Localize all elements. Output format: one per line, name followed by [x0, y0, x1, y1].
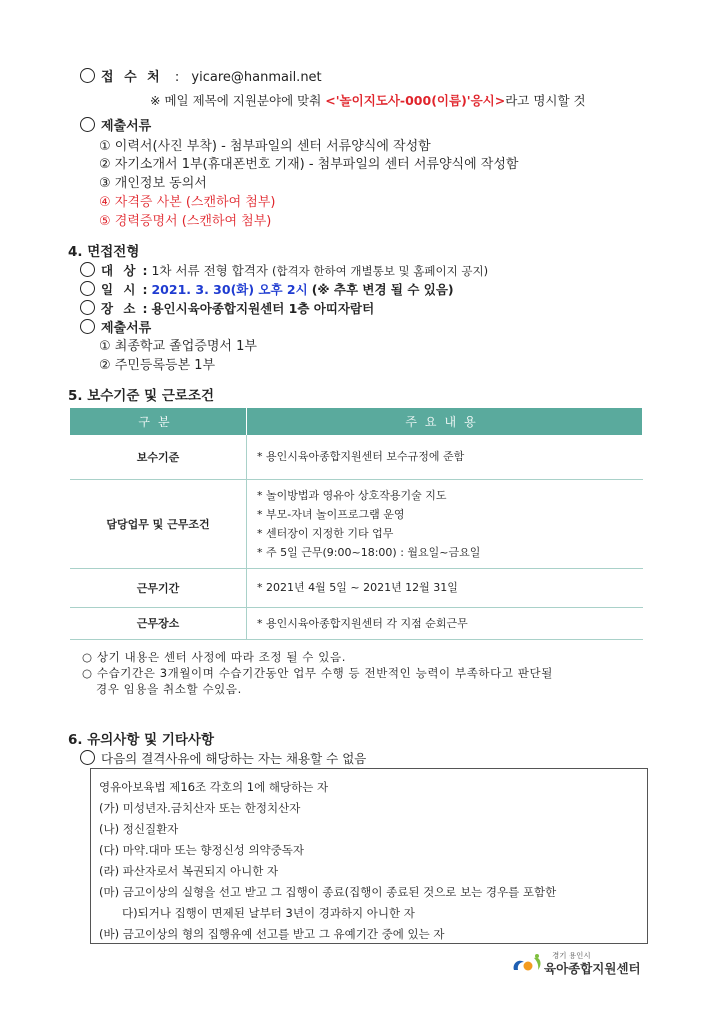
interview-target-note: (합격자 한하여 개별통보 및 홈페이지 공지)	[271, 264, 489, 278]
interview-place-row: 장 소 : 용인시육아종합지원센터 1층 아띠자람터	[80, 299, 374, 317]
list-item: (가) 미성년자.금치산자 또는 한정치산자	[99, 801, 301, 815]
pay-col-1: 구분	[70, 408, 247, 435]
list-item: 다)되거나 집행이 면제된 날부터 3년이 경과하지 아니한 자	[122, 906, 415, 920]
logo-small-text: 경기 용인시	[552, 951, 591, 960]
table-row	[70, 607, 643, 639]
interview-heading: 4. 면접전형	[68, 244, 140, 260]
interview-date-label: 일 시	[101, 282, 139, 297]
docs-item: ③ 개인정보 동의서	[99, 176, 207, 191]
interview-target-value: 1차 서류 전형 합격자	[151, 263, 268, 278]
list-item: (라) 파산자로서 복권되지 아니한 자	[99, 864, 279, 878]
apply-note-pre: ※ 메일 제목에 지원분야에 맞춰	[150, 93, 326, 108]
table-row	[70, 479, 643, 568]
pay-table	[70, 408, 643, 640]
interview-docs-label: 제출서류	[101, 321, 152, 336]
circle-bullet-icon	[80, 117, 95, 132]
pay-col-2: 주요내용	[247, 408, 643, 435]
interview-place-label: 장 소	[101, 301, 139, 316]
pay-note: ○ 수습기간은 3개월이며 수습기간동안 업무 수행 등 전반적인 능력이 부족하다고 판단될	[82, 666, 553, 680]
interview-place-value: 용인시육아종합지원센터 1층 아띠자람터	[151, 301, 375, 316]
docs-label: 제출서류	[101, 119, 152, 134]
circle-bullet-icon	[80, 319, 95, 334]
caution-heading: 6. 유의사항 및 기타사항	[68, 732, 214, 748]
docs-item: ④ 자격증 사본 (스캔하여 첨부)	[99, 195, 276, 210]
apply-email[interactable]: yicare@hanmail.net	[191, 70, 322, 85]
caution-box	[90, 768, 648, 944]
caution-intro-row	[80, 749, 366, 767]
apply-sep: :	[174, 70, 180, 85]
pay-note: ○ 상기 내용은 센터 사정에 따라 조정 될 수 있음.	[82, 650, 346, 664]
pay-row-key: 보수기준	[70, 435, 247, 479]
caution-box-title: 영유아보육법 제16조 각호의 1에 해당하는 자	[99, 780, 329, 794]
pay-row-key: 근무장소	[70, 607, 247, 639]
pay-row-key: 근무기간	[70, 568, 247, 607]
interview-docs-item: ② 주민등록등본 1부	[99, 358, 216, 373]
circle-bullet-icon	[80, 68, 95, 83]
caution-intro: 다음의 결격사유에 해당하는 자는 채용할 수 없음	[101, 751, 367, 766]
pay-note: 경우 임용을 취소할 수있음.	[96, 682, 242, 696]
interview-docs-row	[80, 317, 151, 336]
list-item: (다) 마약.대마 또는 향정신성 의약중독자	[99, 843, 304, 857]
pay-row-value: * 놀이방법과 영유아 상호작용기술 지도 * 부모-자녀 놀이프로그램 운영 * 센터장이 지정한 기타 업무 * 주 5일 근무(9:00~18:00) : 월요일~금요일	[247, 479, 643, 568]
circle-bullet-icon	[80, 281, 95, 296]
apply-note	[150, 91, 586, 109]
docs-item: ① 이력서(사진 부착) - 첨부파일의 센터 서류양식에 작성함	[99, 139, 431, 154]
docs-item: ⑤ 경력증명서 (스캔하여 첨부)	[99, 214, 272, 229]
circle-bullet-icon	[80, 300, 95, 315]
docs-item: ② 자기소개서 1부(휴대폰번호 기재) - 첨부파일의 센터 서류양식에 작성함	[99, 157, 519, 172]
center-logo-icon	[510, 952, 544, 976]
pay-row-key: 담당업무 및 근무조건	[70, 479, 247, 568]
interview-date-note: (※ 추후 변경 될 수 있음)	[311, 282, 454, 297]
table-row	[70, 568, 643, 607]
interview-docs-item: ① 최종학교 졸업증명서 1부	[99, 339, 257, 354]
pay-heading: 5. 보수기준 및 근로조건	[68, 388, 214, 404]
logo-name: 육아종합지원센터	[544, 961, 641, 976]
apply-row	[80, 66, 322, 85]
pay-row-value: * 용인시육아종합지원센터 각 지점 순회근무	[247, 607, 643, 639]
apply-note-red: <'놀이지도사-000(이름)'응시>	[325, 93, 506, 108]
interview-date-value: 2021. 3. 30(화) 오후 2시	[151, 282, 308, 297]
list-item: (나) 정신질환자	[99, 822, 179, 836]
apply-label: 접 수 처	[101, 70, 163, 85]
list-item: (마) 금고이상의 실형을 선고 받고 그 집행이 종료(집행이 종료된 것으로 보는 경우를 포함한	[99, 885, 557, 899]
apply-note-post: 라고 명시할 것	[505, 93, 586, 108]
circle-bullet-icon	[80, 262, 95, 277]
pay-table-header	[70, 408, 643, 435]
interview-target-row: 대 상 : 1차 서류 전형 합격자 (합격자 한하여 개별통보 및 홈페이지 공지)	[80, 261, 488, 279]
pay-row-value: * 2021년 4월 5일 ~ 2021년 12월 31일	[247, 568, 643, 607]
list-item: (바) 금고이상의 형의 집행유예 선고를 받고 그 유예기간 중에 있는 자	[99, 927, 445, 941]
interview-target-label: 대 상	[101, 263, 139, 278]
circle-bullet-icon	[80, 750, 95, 765]
pay-row-value: * 용인시육아종합지원센터 보수규정에 준함	[247, 435, 643, 479]
interview-date-row: 일 시 : 2021. 3. 30(화) 오후 2시 (※ 추후 변경 될 수 있음)	[80, 280, 454, 298]
docs-row	[80, 115, 151, 134]
table-row	[70, 435, 643, 479]
